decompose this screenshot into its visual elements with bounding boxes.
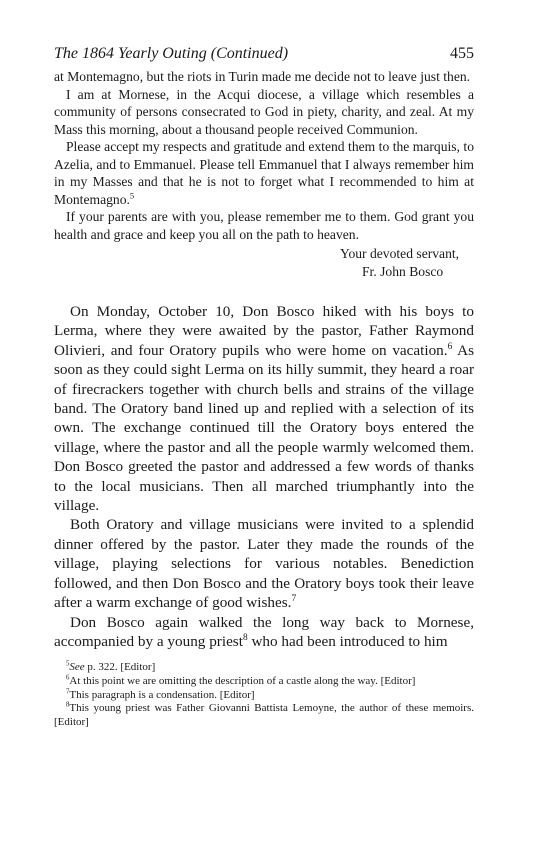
footnote-ref: 7 bbox=[291, 594, 297, 605]
footnote-ref: 6 bbox=[447, 341, 453, 352]
letter-paragraph: Please accept my respects and gratitude and extend them to the marquis, to Azelia, and to Emmanuel. Please tell Emmanuel that I always remember him in my Masses and that he is not to forget what I recommended to him at Montemagno.$^5$ bbox=[54, 139, 474, 207]
signature-name: Fr. John Bosco bbox=[362, 263, 444, 279]
footnote-ref: 5 bbox=[129, 189, 135, 200]
footnote-ref: 8 bbox=[242, 632, 248, 643]
body-paragraph: Both Oratory and village musicians were invited to a splendid dinner offered by the pastor. Later they made the rounds of the village, playing selections for various notables. Benediction followed, and then Don Bosco and the Oratory boys took their leave after a warm exchange of good wishes.$^7$ bbox=[54, 516, 474, 612]
closing-line: Your devoted servant, bbox=[340, 246, 460, 261]
footnote: $^5$See p. 322. [Editor] bbox=[66, 660, 156, 674]
footnote: $^7$This paragraph is a condensation. [Editor] bbox=[66, 687, 255, 701]
running-header bbox=[54, 44, 474, 64]
letter-paragraph: at Montemagno, but the riots in Turin made me decide not to leave just then. bbox=[54, 69, 471, 84]
footnote: $^6$At this point we are omitting the description of a castle along the way. [Editor] bbox=[66, 674, 416, 687]
letter-paragraph: If your parents are with you, please remember me to them. God grant you health and grace and keep you all on the path to heaven. bbox=[54, 209, 474, 242]
letter-paragraph: I am at Mornese, in the Acqui diocese, a village which resembles a community of persons consecrated to God in piety, charity, and zeal. At my Mass this morning, about a thousand people received Communion. bbox=[54, 86, 474, 137]
running-title: The 1864 Yearly Outing (Continued) bbox=[54, 45, 289, 62]
letter-signature bbox=[340, 245, 474, 280]
body-paragraph: On Monday, October 10, Don Bosco hiked with his boys to Lerma, where they were awaited by the pastor, Father Raymond Olivieri, and four Oratory pupils who were home on vacation.$^6$ As soon as they could sight Lerma on its hilly summit, they heard a roar of firecrackers together with church bells and strains of the village band. The Oratory band lined up and replied with a selection of its own. The exchange continued till the Oratory boys entered the village, where the pastor and all the people warmly welcomed them. Don Bosco greeted the pastor and addressed a few words of thanks to the local musicians. Then all marched triumphantly into the village. bbox=[54, 303, 474, 515]
book-page bbox=[54, 44, 474, 729]
footnote: $^8$This young priest was Father Giovanni Battista Lemoyne, the author of these memoirs. [Editor] bbox=[54, 701, 474, 728]
footnotes bbox=[54, 661, 474, 729]
body-paragraph: Don Bosco again walked the long way back to Mornese, accompanied by a young priest$^8$ who had been introduced to him bbox=[54, 613, 474, 650]
main-text bbox=[54, 302, 474, 651]
page-number: 455 bbox=[450, 45, 474, 62]
letter-text bbox=[54, 68, 474, 280]
